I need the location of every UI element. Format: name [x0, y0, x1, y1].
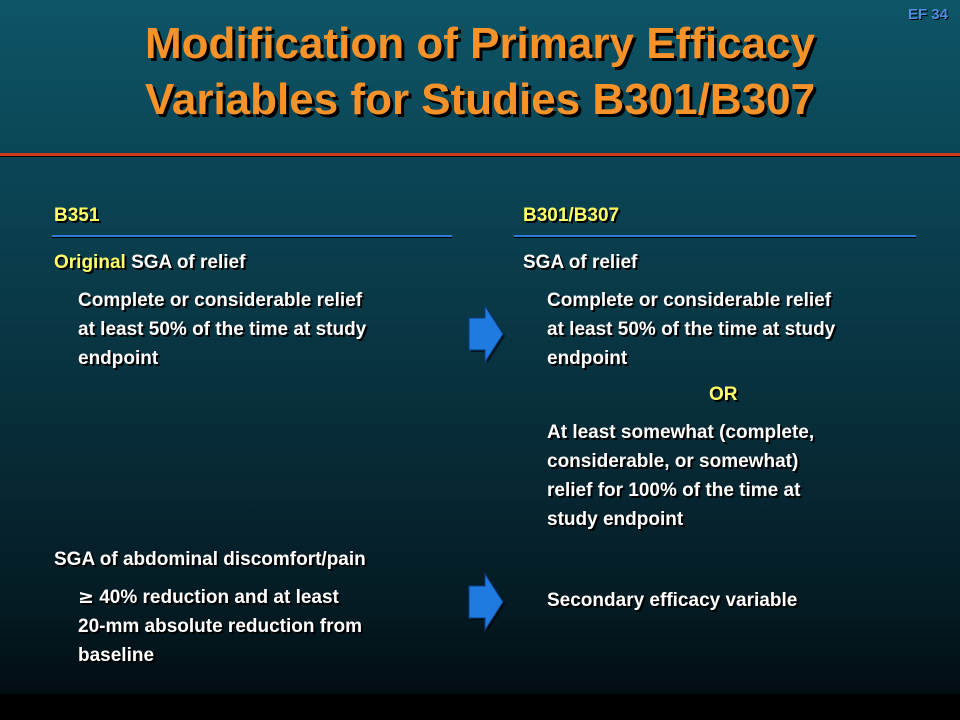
title-divider [0, 153, 960, 156]
or-label: OR [709, 384, 738, 405]
right-item1-line2: at least 50% of the time at study [547, 319, 836, 340]
right-item1-alt-line1: At least somewhat (complete, [547, 422, 815, 443]
right-item1-heading: SGA of relief [523, 252, 638, 273]
left-item1-body [78, 286, 366, 373]
left-column-header: B351 [54, 205, 100, 226]
title-line-1: Modification of Primary Efficacy [145, 19, 815, 68]
original-highlight: Original [54, 252, 126, 273]
greater-equal-symbol: ≥ [78, 586, 94, 608]
slide-number: EF 34 [907, 6, 948, 23]
left-item2-body [78, 583, 362, 670]
right-arrow-icon [465, 302, 507, 366]
right-item1-alt-line2: considerable, or somewhat) [547, 451, 799, 472]
right-column-divider [514, 235, 916, 237]
right-item1-alt-line4: study endpoint [547, 509, 684, 530]
left-item1-line1: Complete or considerable relief [78, 290, 363, 311]
right-item1-body [547, 286, 835, 373]
left-item1-line3: endpoint [78, 348, 159, 369]
right-arrow-icon [465, 570, 507, 634]
left-column-divider [52, 235, 452, 237]
left-item2-line1 [78, 583, 362, 612]
left-item1-line2: at least 50% of the time at study [78, 319, 367, 340]
left-item2-heading: SGA of abdominal discomfort/pain [54, 549, 366, 570]
left-item2-line3: baseline [78, 645, 155, 666]
left-item1-heading [54, 248, 245, 277]
left-item2-line2: 20-mm absolute reduction from [78, 616, 362, 637]
right-item2-text: Secondary efficacy variable [547, 590, 798, 611]
right-item1-line3: endpoint [547, 348, 628, 369]
slide-title [0, 16, 960, 128]
bottom-band [0, 694, 960, 720]
title-line-2: Variables for Studies B301/B307 [144, 75, 816, 124]
right-column-header: B301/B307 [523, 205, 620, 226]
right-item1-alt [547, 418, 814, 534]
left-item1-heading-rest: SGA of relief [125, 252, 246, 273]
left-item2-line1-text: 40% reduction and at least [93, 587, 339, 608]
right-item1-line1: Complete or considerable relief [547, 290, 832, 311]
right-item1-alt-line3: relief for 100% of the time at [547, 480, 801, 501]
